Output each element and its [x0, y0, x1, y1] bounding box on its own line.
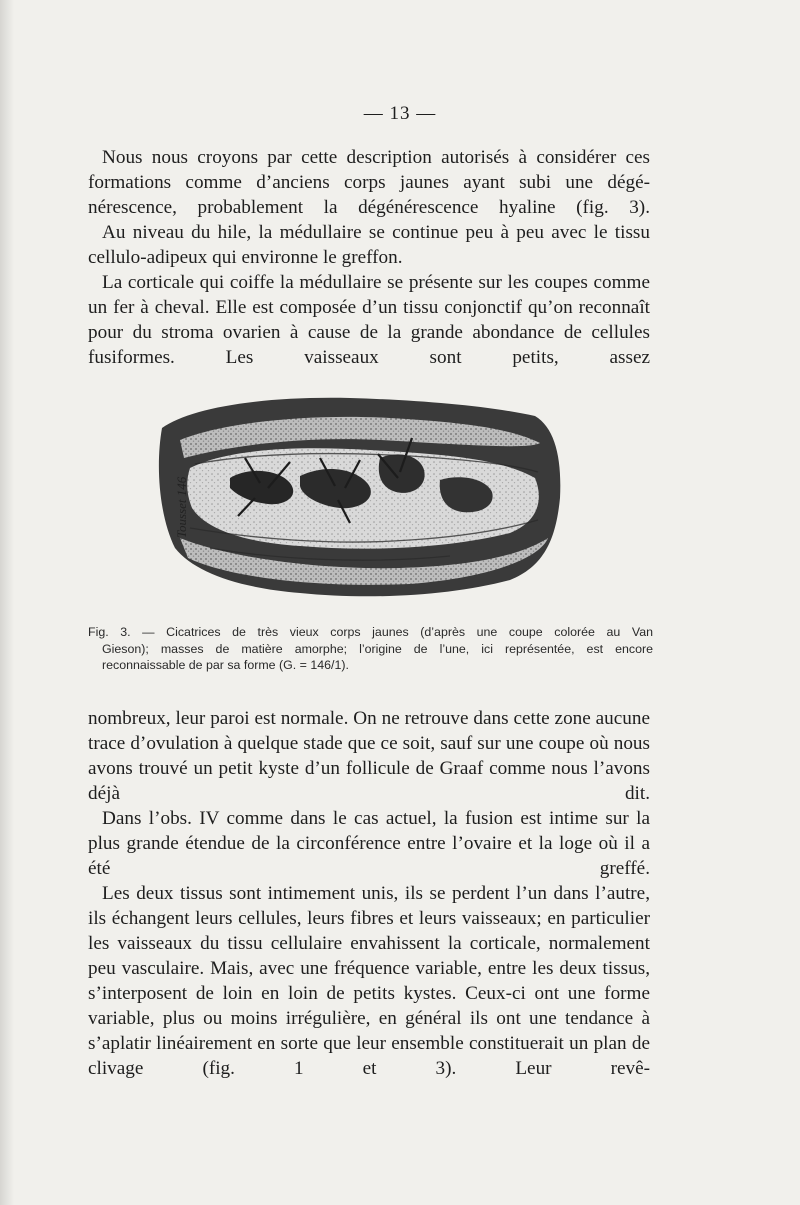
figure-3-illustration: [150, 388, 570, 603]
caption-line-1: Fig. 3. — Cicatrices de très vieux corps jaunes (d’après une coupe colorée au Van: [88, 625, 653, 639]
page-number: — 13 —: [363, 103, 437, 124]
paragraph-3: La corticale qui coiffe la médullaire se présente sur les coupes comme un fer à cheval. Elle est composée d’un tissu conjonctif qu’on reconnaît pour du stroma ovarien à cause de la grande abondance de cellules fusiformes. Les vaisseaux sont petits, assez: [88, 272, 650, 368]
paragraph-2: Au niveau du hile, la médullaire se continue peu à peu avec le tissu cellulo-adipeux qui environne le greffon.: [88, 222, 650, 268]
paragraph-5: Dans l’obs. IV comme dans le cas actuel, la fusion est intime sur la plus grande étendue de la circonférence entre l’ovaire et la loge où il a été greffé.: [88, 808, 650, 879]
paragraph-1: Nous nous croyons par cette description autorisés à considérer ces formations comme d’anciens corps jaunes ayant subi une dégénérescence, probablement la dégénérescence hyaline (fig. 3).: [88, 147, 650, 218]
artist-signature: Tousset 146: [174, 476, 189, 538]
paragraph-4: nombreux, leur paroi est normale. On ne retrouve dans cette zone aucune trace d’ovulation à quelque stade que ce soit, sauf sur une coupe où nous avons trouvé un petit kyste d’un follicule de Graaf comme nous l’avons déjà dit.: [88, 708, 650, 804]
caption-line-2: Gieson); masses de matière amorphe; l’origine de l’une, ici représentée, est encore: [102, 641, 653, 656]
figure-caption: [88, 624, 653, 674]
caption-line-3: reconnaissable de par sa forme (G. = 146/1).: [102, 658, 349, 672]
histology-drawing: [150, 388, 570, 603]
paragraph-6: Les deux tissus sont intimement unis, ils se perdent l’un dans l’autre, ils échangent leurs cellules, leurs fibres et leurs vaisseaux; en particulier les vaisseaux du tissu cellulaire envahissent la corticale, normalement peu vasculaire. Mais, avec une fréquence variable, entre les deux tissus, s’interposent de loin en loin de petits kystes. Ceux-ci ont une forme variable, plus ou moins irrégulière, en général ils ont une tendance à s’aplatir linéairement en sorte que leur ensemble constituerait un plan de clivage (fig. 1 et 3). Leur revê-: [88, 883, 650, 1079]
page-edge-shadow: [0, 0, 14, 1205]
